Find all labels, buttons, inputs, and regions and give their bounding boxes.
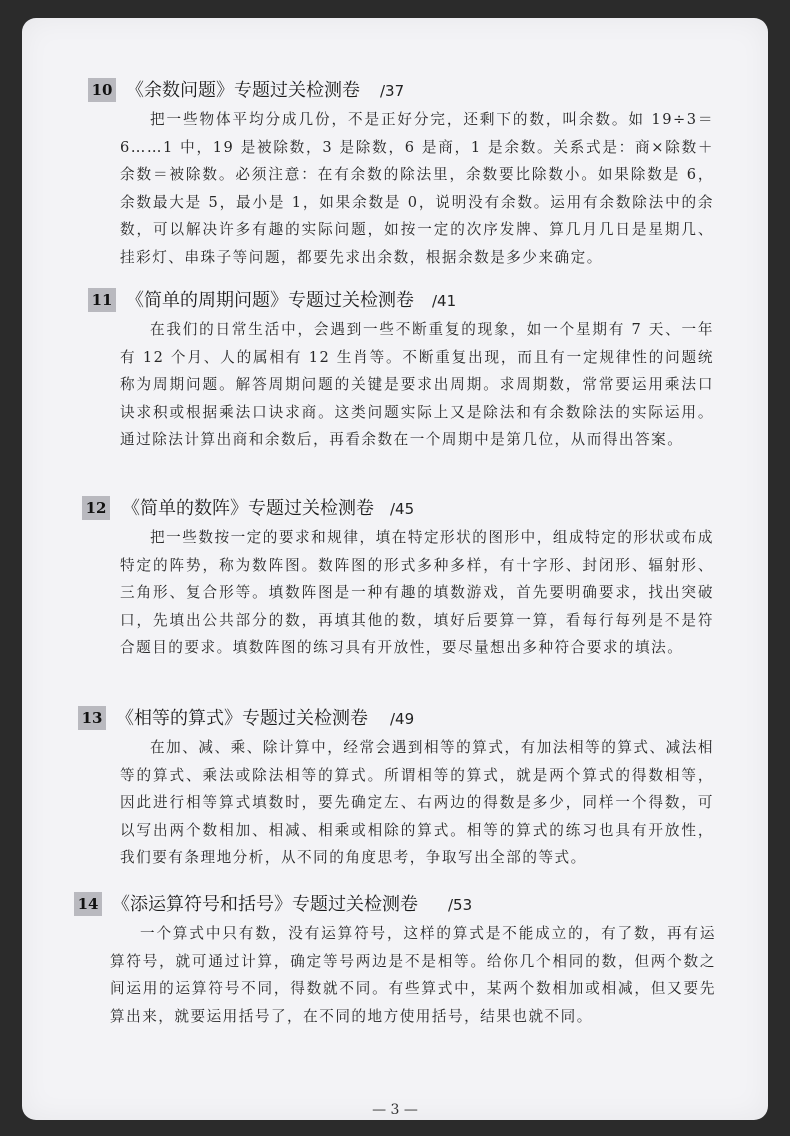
section-title: 《余数问题》专题过关检测卷 (126, 80, 360, 101)
section-heading (22, 76, 768, 106)
section-number: 14 (74, 892, 102, 916)
section-title: 《简单的周期问题》专题过关检测卷 (126, 290, 414, 311)
section-heading (22, 494, 768, 524)
section-title: 《相等的算式》专题过关检测卷 (116, 708, 368, 729)
page-number: — 3 — (372, 1102, 418, 1118)
section-text: 一个算式中只有数，没有运算符号，这样的算式是不能成立的，有了数，再有运算符号，就可通过计算，确定等号两边是不是相等。给你几个相同的数，但两个数之间运用的运算符号不同，得数就不同。有些算式中，某两个数相加或相减，但又要先算出来，就要运用括号了，在不同的地方使用括号，结果也就不同。 (110, 925, 716, 1025)
section-number: 11 (88, 288, 116, 312)
section-number: 13 (78, 706, 106, 730)
section-10 (22, 76, 768, 271)
section-text: 把一些物体平均分成几份，不是正好分完，还剩下的数，叫余数。如 19÷3＝6……1 中，19 是被除数，3 是除数，6 是商，1 是余数。关系式是：商×除数＋余数＝被除数。必须注意：在有余数的除法里，余数要比除数小。如果除数是 6，余数最大是 5，最小是 1，如果余数是 0，说明没有余数。运用有余数除法中的余数，可以解决许多有趣的实际问题，如按一定的次序发牌、算几月几日是星期几、挂彩灯、串珠子等问题，都要先求出余数，根据余数是多少来确定。 (120, 111, 714, 266)
section-11 (22, 286, 768, 454)
section-page-ref: /37 (380, 82, 405, 100)
section-14 (22, 890, 768, 1030)
section-13 (22, 704, 768, 872)
section-text: 在加、减、乘、除计算中，经常会遇到相等的算式，有加法相等的算式、减法相等的算式、乘法或除法相等的算式。所谓相等的算式，就是两个算式的得数相等，因此进行相等算式填数时，要先确定左、右两边的得数是多少，同样一个得数，可以写出两个数相加、相减、相乘或相除的算式。相等的算式的练习也具有开放性，我们要有条理地分析，从不同的角度思考，争取写出全部的等式。 (120, 739, 714, 866)
section-page-ref: /49 (390, 710, 415, 728)
section-heading (22, 704, 768, 734)
section-heading (22, 286, 768, 316)
section-number: 12 (82, 496, 110, 520)
section-title: 《添运算符号和括号》专题过关检测卷 (112, 894, 418, 915)
section-title: 《简单的数阵》专题过关检测卷 (122, 498, 374, 519)
section-text: 把一些数按一定的要求和规律，填在特定形状的图形中，组成特定的形状或布成特定的阵势，称为数阵图。数阵图的形式多种多样，有十字形、封闭形、辐射形、三角形、复合形等。填数阵图是一种有趣的填数游戏，首先要明确要求，找出突破口，先填出公共部分的数，再填其他的数，填好后要算一算，看每行每列是不是符合题目的要求。填数阵图的练习具有开放性，要尽量想出多种符合要求的填法。 (120, 529, 714, 656)
document-page (22, 18, 768, 1120)
section-number: 10 (88, 78, 116, 102)
section-page-ref: /41 (432, 292, 457, 310)
section-page-ref: /53 (448, 896, 473, 914)
section-text: 在我们的日常生活中，会遇到一些不断重复的现象，如一个星期有 7 天、一年有 12 个月、人的属相有 12 生肖等。不断重复出现，而且有一定规律性的问题统称为周期问题。解答周期问题的关键是要求出周期。求周期数，常常要运用乘法口诀求积或根据乘法口诀求商。这类问题实际上又是除法和有余数除法的实际运用。通过除法计算出商和余数后，再看余数在一个周期中是第几位，从而得出答案。 (120, 321, 714, 448)
section-heading (22, 890, 768, 920)
section-12 (22, 494, 768, 662)
section-page-ref: /45 (390, 500, 415, 518)
